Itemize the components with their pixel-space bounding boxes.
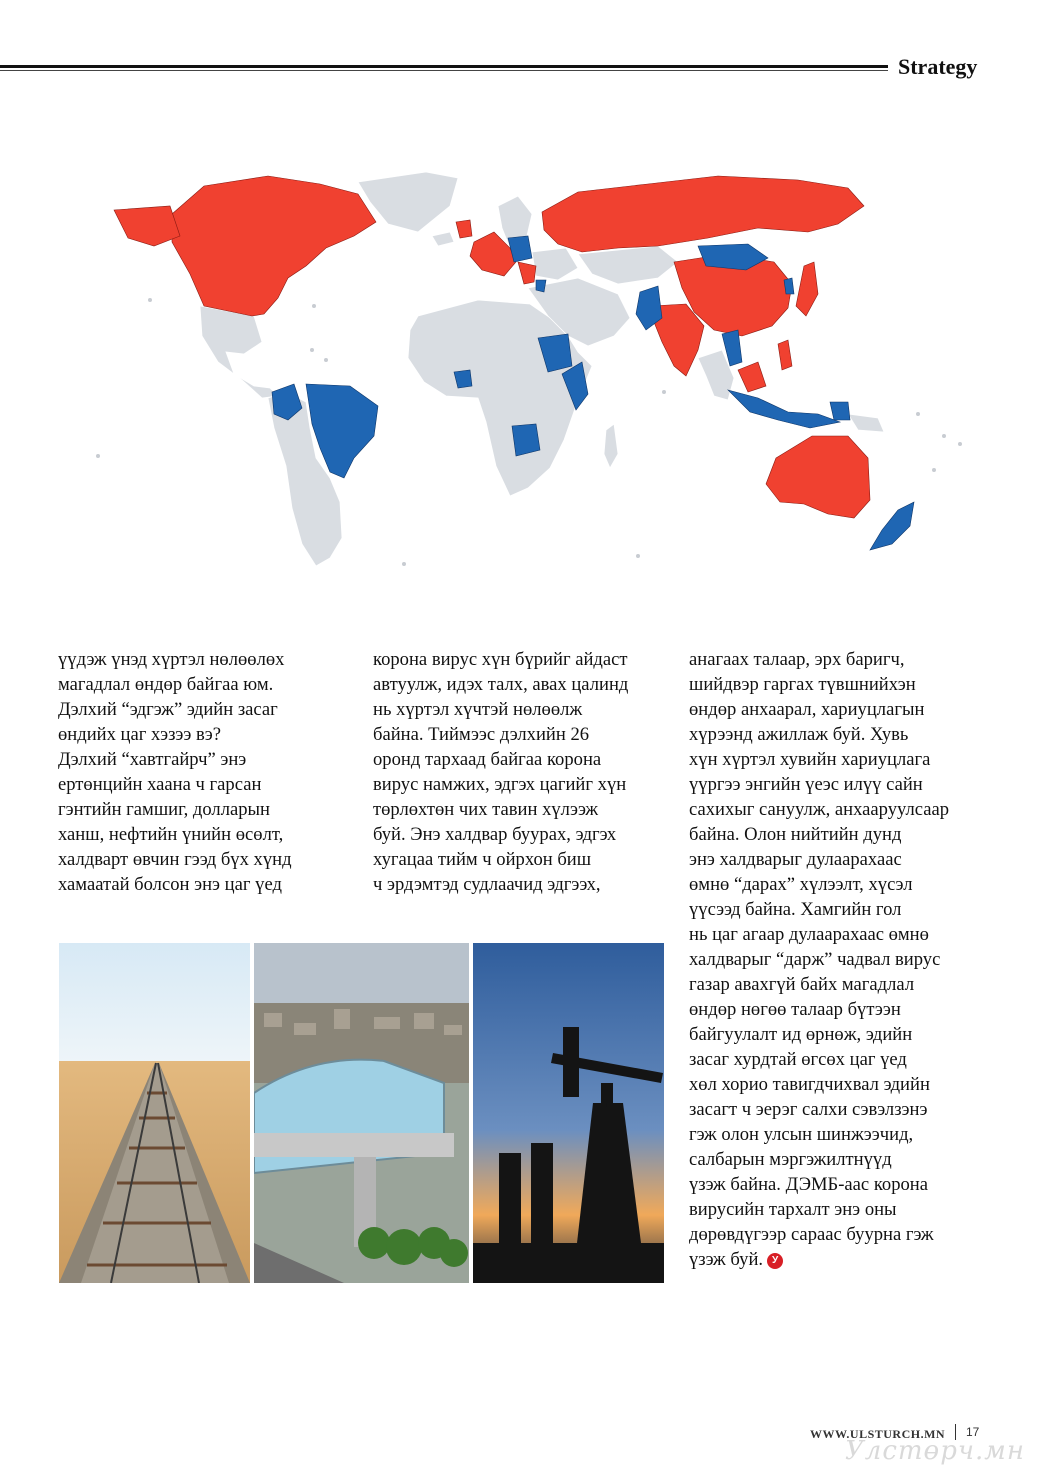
text-line: өндийх цаг хэзээ вэ?	[58, 724, 222, 745]
text-line: хүн хүртэл хувийн хариуцлага	[689, 749, 931, 770]
text-line: Дэлхий “эдгэж” эдийн засаг	[58, 699, 278, 720]
railway-photo	[59, 943, 250, 1283]
text-line: гэж олон улсын шинжээчид,	[689, 1124, 914, 1145]
text-line: нь цаг агаар дулаарахаас өмнө	[689, 924, 929, 945]
text-line: өндөр анхаарал, хариуцлагын	[689, 699, 925, 720]
city-station-photo	[254, 943, 469, 1283]
text-line: үзэж байна. ДЭМБ-аас корона	[689, 1174, 929, 1195]
text-line: засагт ч эерэг салхи сэвэлзэнэ	[689, 1099, 928, 1120]
footer-url: WWW.ULSTURCH.MN	[810, 1427, 946, 1441]
text-column-1	[58, 647, 338, 897]
world-map	[58, 166, 980, 586]
text-line: вирусийн тархалт энэ оны	[689, 1199, 897, 1220]
text-line: засаг хурдтай өгсөх цаг үед	[689, 1049, 907, 1070]
text-line: төрлөхтөн чих тавин хүлээж	[373, 799, 599, 820]
header-rule-thin	[0, 70, 888, 71]
page-number: 17	[966, 1425, 980, 1439]
text-line: салбарын мэргэжилтнүүд	[689, 1149, 892, 1170]
text-line: өндөр нөгөө талаар бүтээн	[689, 999, 901, 1020]
text-line: байна. Тиймээс дэлхийн 26	[373, 724, 590, 745]
end-mark-logo: У	[767, 1253, 783, 1269]
text-line: халдварт өвчин гээд бүх хүнд	[58, 849, 292, 870]
text-line: хугацаа тийм ч ойрхон биш	[373, 849, 592, 870]
text-column-3	[689, 647, 989, 1272]
text-line: үүргээ энгийн үеэс илүү сайн	[689, 774, 923, 795]
text-line-last	[689, 1247, 989, 1272]
text-line: буй. Энэ халдвар буурах, эдгэх	[373, 824, 617, 845]
text-line: байна. Олон нийтийн дунд	[689, 824, 902, 845]
text-line: корона вирус хүн бүрийг айдаст	[373, 649, 628, 670]
text-line: Дэлхий “хавтгайрч” энэ	[58, 749, 247, 770]
text-line: ертөнцийн хаана ч гарсан	[58, 774, 262, 795]
text-line: өмнө “дарах” хүлээлт, хүсэл	[689, 874, 913, 895]
text-column-2	[373, 647, 663, 897]
text-line: хүрээнд ажиллаж буй. Хувь	[689, 724, 909, 745]
text-line: гэнтийн гамшиг, долларын	[58, 799, 270, 820]
text-line: автуулж, идэх талх, авах цалинд	[373, 674, 629, 695]
text-line: ханш, нефтийн үнийн өсөлт,	[58, 824, 284, 845]
header-rule	[0, 65, 888, 68]
text-line: ч эрдэмтэд судлаачид эдгээх,	[373, 874, 601, 895]
text-line: үүсээд байна. Хамгийн гол	[689, 899, 902, 920]
section-label: Strategy	[898, 54, 978, 79]
text-line: оронд тархаад байгаа корона	[373, 749, 602, 770]
text-line: вирус намжих, эдгэх цагийг хүн	[373, 774, 627, 795]
text-line: газар авахгүй байх магадлал	[689, 974, 915, 995]
text-line: нь хүртэл хүчтэй нөлөөлж	[373, 699, 583, 720]
text-line: үзэж буй.	[689, 1249, 764, 1270]
text-line: хөл хорио тавигдчихвал эдийн	[689, 1074, 930, 1095]
oil-pump-photo	[473, 943, 664, 1283]
text-line: халдварыг “дарж” чадвал вирус	[689, 949, 941, 970]
text-line: анагаах талаар, эрх баригч,	[689, 649, 905, 670]
text-line: үүдэж үнэд хүртэл нөлөөлөх	[58, 649, 285, 670]
text-line: дөрөвдүгээр сараас буурна гэж	[689, 1224, 934, 1245]
text-line: энэ халдварыг дулаарахаас	[689, 849, 902, 870]
watermark: Улстөрч.мн	[845, 1436, 1025, 1466]
text-line: шийдвэр гаргах түвшнийхэн	[689, 674, 916, 695]
text-line: магадлал өндөр байгаа юм.	[58, 674, 274, 695]
text-line: хамаатай болсон энэ цаг үед	[58, 874, 282, 895]
text-line: байгуулалт ид өрнөж, эдийн	[689, 1024, 913, 1045]
text-line: сахихыг сануулж, анхааруулсаар	[689, 799, 950, 820]
